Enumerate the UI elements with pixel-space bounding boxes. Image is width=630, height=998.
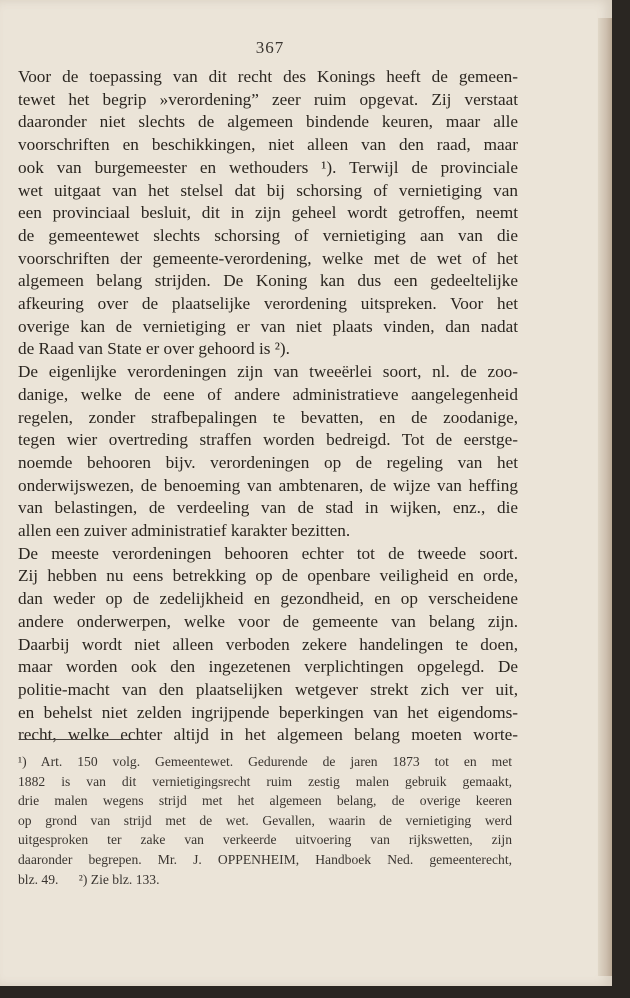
body-line: tewet het begrip »verordening” zeer ruim opgevat. Zij verstaat bbox=[18, 89, 518, 109]
page-number: 367 bbox=[255, 38, 285, 57]
body-line: andere onderwerpen, welke voor de gemeente van belang zijn. bbox=[18, 611, 518, 631]
footnote-line: op grond van strijd met de wet. Gevallen, waarin de vernietiging werd bbox=[18, 812, 512, 828]
body-line: dan weder op de zedelijkheid en gezondheid, en op verscheidene bbox=[18, 589, 518, 609]
footnote-line: 1882 is van dit vernietigingsrecht ruim zestig malen gebruik gemaakt, bbox=[18, 773, 512, 789]
body-line: afkeuring over de plaatselijke verordening uitspreken. Voor het bbox=[18, 294, 518, 314]
footnote-divider bbox=[20, 739, 144, 740]
footnote-line: uitgesproken ter zake van verkeerde uitvoering van rijkswetten, zijn bbox=[18, 832, 512, 848]
body-line: tegen wier overtreding straffen worden bedreigd. Tot de eerstge- bbox=[18, 430, 518, 450]
body-line: Voor de toepassing van dit recht des Konings heeft de gemeen- bbox=[18, 67, 518, 86]
body-line: politie-macht van den plaatselijken wetgever strekt zich ver uit, bbox=[18, 679, 518, 699]
body-line: danige, welke de eene of andere administratieve aangelegenheid bbox=[18, 384, 518, 404]
body-line: onderwijswezen, de benoeming van ambtenaren, de wijze van heffing bbox=[18, 475, 518, 495]
footnotes bbox=[18, 752, 512, 889]
body-line: recht, welke echter altijd in het algemeen belang moeten worte- bbox=[18, 725, 518, 745]
body-line: regelen, zonder strafbepalingen te bevatten, en de zoodanige, bbox=[18, 407, 518, 427]
body-line: Daarbij wordt niet alleen verboden zekere handelingen te doen, bbox=[18, 634, 518, 654]
body-line: voorschriften der gemeente-verordening, welke met de wet of het bbox=[18, 248, 518, 268]
body-line: en behelst niet zelden ingrijpende beperkingen van het eigendoms- bbox=[18, 702, 518, 722]
page-edge bbox=[598, 18, 612, 976]
body-line: De meeste verordeningen behooren echter tot de tweede soort. bbox=[18, 543, 518, 563]
footnote-line: ¹) Art. 150 volg. Gemeentewet. Gedurende de jaren 1873 tot en met bbox=[18, 754, 512, 769]
body-line: van belastingen, de verdeeling van de stad in wijken, enz., die bbox=[18, 498, 518, 518]
body-line: daaronder niet slechts de algemeen bindende keuren, maar alle bbox=[18, 112, 518, 132]
body-line: voorschriften en beschikkingen, niet alleen van den raad, maar bbox=[18, 135, 518, 155]
body-line: wet uitgaat van het stelsel dat bij schorsing of vernietiging van bbox=[18, 180, 518, 200]
body-line: noemde behooren bijv. verordeningen op de regeling van het bbox=[18, 452, 518, 472]
body-line: ook van burgemeester en wethouders ¹). Terwijl de provinciale bbox=[18, 157, 518, 177]
body-line: overige kan de vernietiging er van niet plaats vinden, dan nadat bbox=[18, 316, 518, 336]
body-line: een provinciaal besluit, dit in zijn geheel wordt getroffen, neemt bbox=[18, 203, 518, 223]
body-line: Zij hebben nu eens betrekking op de openbare veiligheid en orde, bbox=[18, 566, 518, 586]
body-line: de gemeentewet slechts schorsing of vernietiging aan van die bbox=[18, 225, 518, 245]
footnote-line: blz. 49. ²) Zie blz. 133. bbox=[18, 871, 160, 887]
body-line: De eigenlijke verordeningen zijn van tweeërlei soort, nl. de zoo- bbox=[18, 362, 518, 382]
body-text bbox=[18, 66, 518, 747]
body-line: algemeen belang strijden. De Koning kan dus een gedeeltelijke bbox=[18, 271, 518, 291]
body-line: maar worden ook den ingezetenen verplichtingen opgelegd. De bbox=[18, 657, 518, 677]
footnote-line: drie malen wegens strijd met het algemeen belang, de overige keeren bbox=[18, 793, 512, 809]
footnote-line: daaronder begrepen. Mr. J. OPPENHEIM, Handboek Ned. gemeenterecht, bbox=[18, 851, 512, 867]
body-line: de Raad van State er over gehoord is ²). bbox=[18, 339, 290, 359]
body-line: allen een zuiver administratief karakter bezitten. bbox=[18, 521, 351, 541]
